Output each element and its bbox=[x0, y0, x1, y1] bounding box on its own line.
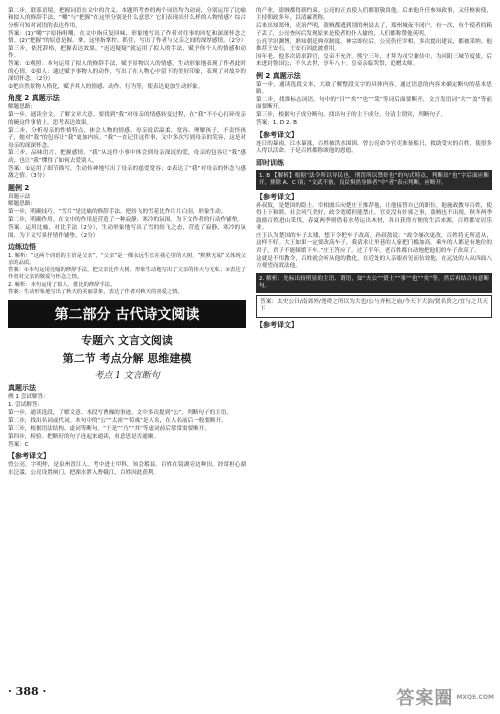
paragraph: 答案：运用比喻，对比手法（2分），生动形象地写出了雪的纷飞之态，营造了寂静、寒冷的氛围，为下文写景抒情作铺垫。（2分） bbox=[8, 225, 246, 239]
paragraph: 因年老，他多次请求辞官，皇帝不允许。熙宁三年，才拜为司空兼侍中，为河阳三城节度使。后来进封鲁国公，不久去世，享年八十。皇帝亲临哭祭，追赠太师。 bbox=[256, 53, 492, 68]
section-heading: 【参考译文】 bbox=[256, 321, 298, 330]
section-heading: 题例 2 bbox=[8, 183, 30, 192]
paragraph: 1. 解析：“这两个词语的主语是父亲”，“父亲”是一棵永远生长在我心里的大树，“默默无闻”又体现父亲的品质。 bbox=[8, 252, 246, 266]
left-column bbox=[8, 8, 246, 478]
paragraph: 庄王认为楚国的车子太矮，想下令把车子改高。孙叔敖说：“政令屡次更改，百姓将无所适从，这样不好。大王如果一定要改高车子，我请求让里巷的人家把门槛加高。乘车的人都是有地位的君子，君子不能频繁下车。”庄王答应了。过了半年，老百姓都自动地把他们的车子改高了。 bbox=[256, 233, 492, 254]
section-heading: 【参考译文】 bbox=[256, 130, 298, 139]
paragraph: 例 1 尝试解答： bbox=[8, 394, 49, 401]
paragraph: 孙叔敖，是楚国的隐士。宰相虞丘向楚庄王推荐他，让他接替自己的职位。他施政教导百姓，使得上下和睦，社会风气美好，政令宽缓但能禁止，官吏没有奸邪之事，盗贼也不出现。秋冬两季鼓励百姓进山采伐，春夏两季则借着水势运出木材，各自获得方便的生活来源，百姓都安居乐业。 bbox=[256, 202, 492, 232]
paragraph: 真题示法 bbox=[8, 193, 31, 200]
topic-title: 考点 1 文言断句 bbox=[94, 371, 160, 382]
right-column bbox=[256, 8, 492, 331]
paragraph: 连日的暴雨，江水暴涨，百姓被洪水围困。曾公亮命令官吏准备船只，救助受灾的百姓，使很多人得以活命。于是百姓都称颂他的恩德。 bbox=[256, 140, 492, 155]
section-title: 第二节 考点分解 思维建模 bbox=[62, 352, 192, 366]
paragraph: 第三步，品味语言，把握感情。“我”从这件小事中体会到母亲深沉的爱，母亲的包容让“我”感动，也让“我”懂得了如何去爱别人。 bbox=[8, 150, 246, 164]
watermark bbox=[396, 684, 494, 710]
paragraph: 第一步，通读选段，了解文意。本段写曹操的事迹，文中多次提到“公”，判断句子的主语。 bbox=[8, 410, 232, 417]
section-heading: 真题示法 bbox=[8, 384, 36, 393]
paragraph: 第四步，检验。把断好的句子连起来通读，看意思是否通顺。 bbox=[8, 434, 160, 440]
answer-box: 1. B 【解析】根据“法令所以导民也，刑罚所以禁奸也”的句式特点，判断出“也”字后面应断开，排除 A、C 项；“文武不备，良民惧然身修者”中“者”表示判断，应断开。 bbox=[256, 170, 492, 190]
paragraph: 第二步，找准标志词语。句中的“曰”“矣”“也”“哉”等词后面要断开，文言发语词“夫”“盖”等前面要断开。 bbox=[256, 97, 492, 111]
paragraph: 答案：①观照：本句运用了拟人的修辞手法，赋予景物以人的情感，生动形象地表现了作者此时的心情。②拟人：通过赋予事物人的动作，写出了在人物心中留下的美好印象，表现了对故乡的深切怀念。（2分） bbox=[8, 61, 246, 83]
paragraph: 这就是不用教令，百姓就会听从他的教化，在近处的人亲眼看见而仿效他，在远处的人从四面八方观望而效法他。 bbox=[256, 255, 492, 270]
paragraph: 答案：生动形象地写出了秋天的美丽景象，表达了作者对秋天的喜爱之情。 bbox=[8, 289, 183, 296]
paragraph: 曾公亮，字明仲，是泉州晋江人。考中进士甲科，知会稽县。百姓在镜湖旁边种田，经常担心湖水泛滥，公亮设置闸门，把湖水泄入曹娥江，百姓因此获利。 bbox=[8, 462, 246, 476]
paragraph: 2. 解析：本句运用了拟人、排比的修辞手法。 bbox=[8, 281, 116, 288]
paragraph: 1. 尝试解答： bbox=[8, 402, 44, 409]
paragraph: 第三步，根据句子成分断句。找出句子的主干成分，分清主谓宾，判断句子。 bbox=[256, 112, 447, 119]
paragraph: 答案：①本句运用比喻的修辞手法，把父亲比作大树，形象生动地写出了父亲的伟大与无私；②表达了作者对父亲的敬爱与怀念之情。 bbox=[8, 267, 246, 281]
section-heading: 例 2 真题示法 bbox=[256, 71, 301, 80]
paragraph: 答案：①运用了细节描写，生动传神地写出了母亲的慈爱宽容；②表达了“我”对母亲的怀念与感激之情。（3分） bbox=[8, 165, 246, 180]
answer-frame bbox=[256, 295, 492, 318]
page-number: · 388 · bbox=[8, 685, 47, 698]
paragraph: 答案：(1)“嚼”字原指咀嚼，在文中指反复回味，形象地写出了作者对往事的回忆和深深怀念之情。(2)“把握”的原意是握、拿，这里指掌控、抓住，写出了作者与父亲之间的深厚感情。（2分） bbox=[8, 30, 247, 45]
section-heading: 角度 2 真题示法 bbox=[8, 94, 60, 103]
answer-box: 2. 解析：先标出较明显的主语、谓语，如“夫公”“贤士”“事”“也”“矣”等，然后再结合句意断句。 bbox=[256, 273, 492, 293]
paragraph: 后来出知郑州，吏治严明，盗贼都逃到别的州县去了，郑州城夜不闭户。有一次，有个使者的箱子丢了，公亮查问后发现原来是使者的仆人偷的，人们都称赞他英明。 bbox=[256, 23, 492, 37]
paragraph: 答案：1. D 2. B bbox=[256, 120, 297, 127]
paragraph: 第一步，通读全文，了解文章大意。要找到“我”对母亲的情感转变过程，在“我”不小心打碎母亲的碗这件事情上，思考表达效果。 bbox=[8, 112, 246, 126]
part-title: 第二部分 古代诗文阅读 bbox=[8, 300, 246, 328]
section-heading: 边练边悟 bbox=[8, 242, 36, 251]
paragraph: 第一步，明确技巧。“雪片”是比喻的修辞手法，把纷飞的雪花比作片片白羽，形象生动。 bbox=[8, 209, 227, 216]
paragraph: 第一步，通读选段文本，大致了解整段文字的具体内容，通过语意的内容来确定断句的基本思路。 bbox=[256, 81, 492, 96]
paragraph: 第三步，根据语法结构、虚词等断句。“于是”“乃”“其”等虚词前后常常需要断开。 bbox=[8, 426, 210, 433]
watermark-logo: 答案圈 bbox=[396, 688, 454, 709]
paragraph: 答案：太史公曰/南郊外/尧舜之所以为大也/公与齐桓之庙/今天下大治/贤名贵之/宜与之共天下 bbox=[260, 298, 488, 313]
section-heading: 即时训练 bbox=[256, 158, 284, 167]
paragraph: 第二步，联系语境，把握词语在文中的含义。本题所考查的两个词语均为动词，分别运用了比喻和拟人的修辞手法，“嚼”与“把握”在这里分别是什么意思？它们表现出什么样的人物情感？综合分析可知对词语的表达作用。 bbox=[8, 8, 246, 29]
paragraph: ②把自然景物人格化，赋予其人的情感、动作、行为等，使表达更加生动形象。 bbox=[8, 84, 204, 91]
paragraph: 第二步，找出名词或代词。本句中的“公”“太祖”“荀彧”是人名，在人名前后一般要断开。 bbox=[8, 418, 227, 425]
paragraph: 答案：C bbox=[8, 441, 29, 448]
paragraph: 第二步，分析母亲的性格特点，体会人物的情感。母亲说话温柔、宽容、理解孩子，不责怪孩子，她对“我”的包容让“我”更加内疚。“我”一直记住这件事，文中多次写到母亲的笑容，这是对母亲的深深怀念。 bbox=[8, 127, 246, 149]
paragraph: 解题思路： bbox=[8, 104, 36, 111]
paragraph: 第二步，明确作用。在文中的作用是营造了一种寂静、寒冷的氛围，为下文作者的行动作铺垫。 bbox=[8, 217, 243, 224]
paragraph: 的产业，盗贼都得到约束。公亮的正直使人们都很敬畏他。后来他升任参知政事，又任枢密使，主持朝政多年，以清廉著称。 bbox=[256, 8, 492, 22]
paragraph: 解题思路： bbox=[8, 201, 36, 208]
chapter-title: 专题六 文言文阅读 bbox=[81, 334, 173, 348]
section-heading: 【参考译文】 bbox=[8, 452, 50, 461]
paragraph: 公亮学识渊博，熟知朝廷典章制度。神宗即位后，公亮仍任宰相，多次提出建议，都被采纳。他推荐王安石，王安石因此被重用。 bbox=[256, 38, 492, 53]
paragraph: 第三步，依托辞格，把握表达效果。“迟迟疑疑”就运用了拟人的手法，赋予你个人的情感和动作。 bbox=[8, 46, 246, 60]
section-heading: 【参考译文】 bbox=[256, 192, 298, 201]
watermark-url: MXQE.COM bbox=[456, 693, 494, 701]
